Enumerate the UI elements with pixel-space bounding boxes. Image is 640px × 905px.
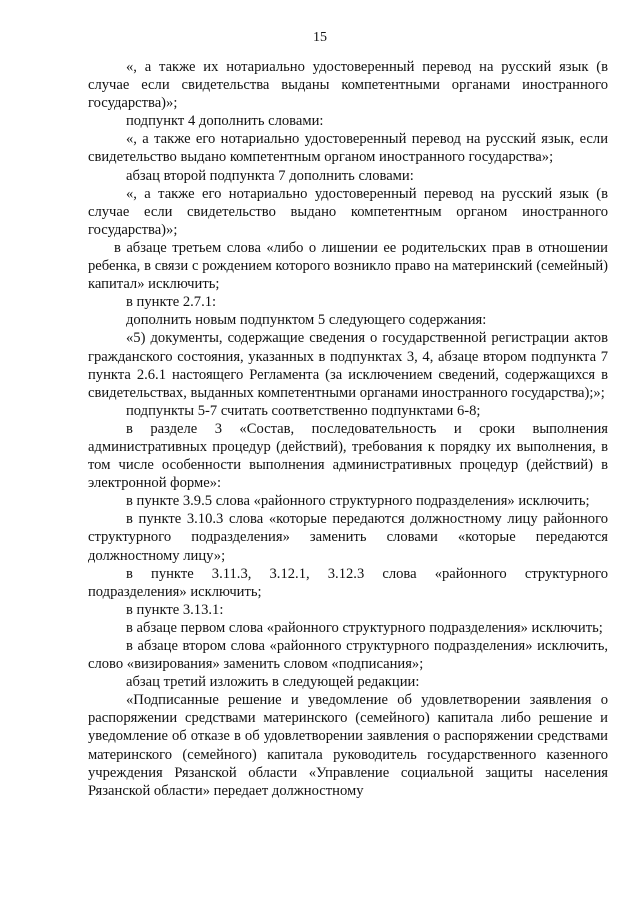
paragraph: дополнить новым подпунктом 5 следующего содержания: (126, 312, 487, 329)
paragraph: подпункты 5-7 считать соответственно подпунктами 6-8; (126, 402, 481, 419)
paragraph: абзац второй подпункта 7 дополнить словами: (126, 167, 414, 184)
paragraph: в пункте 2.7.1: (126, 294, 217, 311)
paragraph: в пункте 3.13.1: (126, 601, 224, 618)
paragraph: «Подписанные решение и уведомление об удовлетворении заявления о распоряжении средствами материнского (семейного) капитала либо решение и уведомление об отказе в об удовлетворении заявления о распоряжении средствами материнского (семейного) капитала руководитель государственного казенного учреждения Рязанской области «Управление социальной защиты населения Рязанской области» передает должностному (88, 692, 608, 799)
paragraph: подпункт 4 дополнить словами: (126, 113, 324, 130)
paragraph: в пункте 3.10.3 слова «которые передаются должностному лицу районного структурного подразделения» заменить словами «которые передаются должностному лицу»; (88, 511, 608, 564)
document-body (88, 58, 608, 800)
page-number: 15 (313, 30, 327, 45)
paragraph: «5) документы, содержащие сведения о государственной регистрации актов гражданского состояния, указанных в подпунктах 3, 4, абзаце втором подпункта 7 пункта 2.6.1 настоящего Регламента (за исключением сведений, содержащихся в свидетельствах, выданных компетентными органами иностранного государства);»; (88, 330, 608, 401)
paragraph: в пункте 3.11.3, 3.12.1, 3.12.3 слова «районного структурного подразделения» исключить; (88, 565, 608, 600)
paragraph: в абзаце втором слова «районного структурного подразделения» исключить, слово «визирования» заменить словом «подписания»; (88, 638, 608, 673)
paragraph: в абзаце первом слова «районного структурного подразделения» исключить; (126, 619, 603, 636)
paragraph: «, а также его нотариально удостоверенный перевод на русский язык, если свидетельство выдано компетентным органом иностранного государства»; (88, 131, 608, 166)
paragraph: «, а также его нотариально удостоверенный перевод на русский язык (в случае если свидетельство выдано компетентным органом иностранного государства)»; (88, 185, 608, 238)
paragraph: абзац третий изложить в следующей редакции: (126, 674, 420, 691)
paragraph: в пункте 3.9.5 слова «районного структурного подразделения» исключить; (126, 493, 590, 510)
paragraph: в абзаце третьем слова «либо о лишении ее родительских прав в отношении ребенка, в связи с рождением которого возникло право на материнский (семейный) капитал» исключить; (88, 239, 608, 293)
paragraph: «, а также их нотариально удостоверенный перевод на русский язык (в случае если свидетельства выданы компетентными органами иностранного государства)»; (88, 59, 608, 112)
paragraph: в разделе 3 «Состав, последовательность и сроки выполнения административных процедур (действий), требования к порядку их выполнения, в том числе особенности выполнения административных процедур (действий) в электронной форме»: (88, 420, 608, 492)
